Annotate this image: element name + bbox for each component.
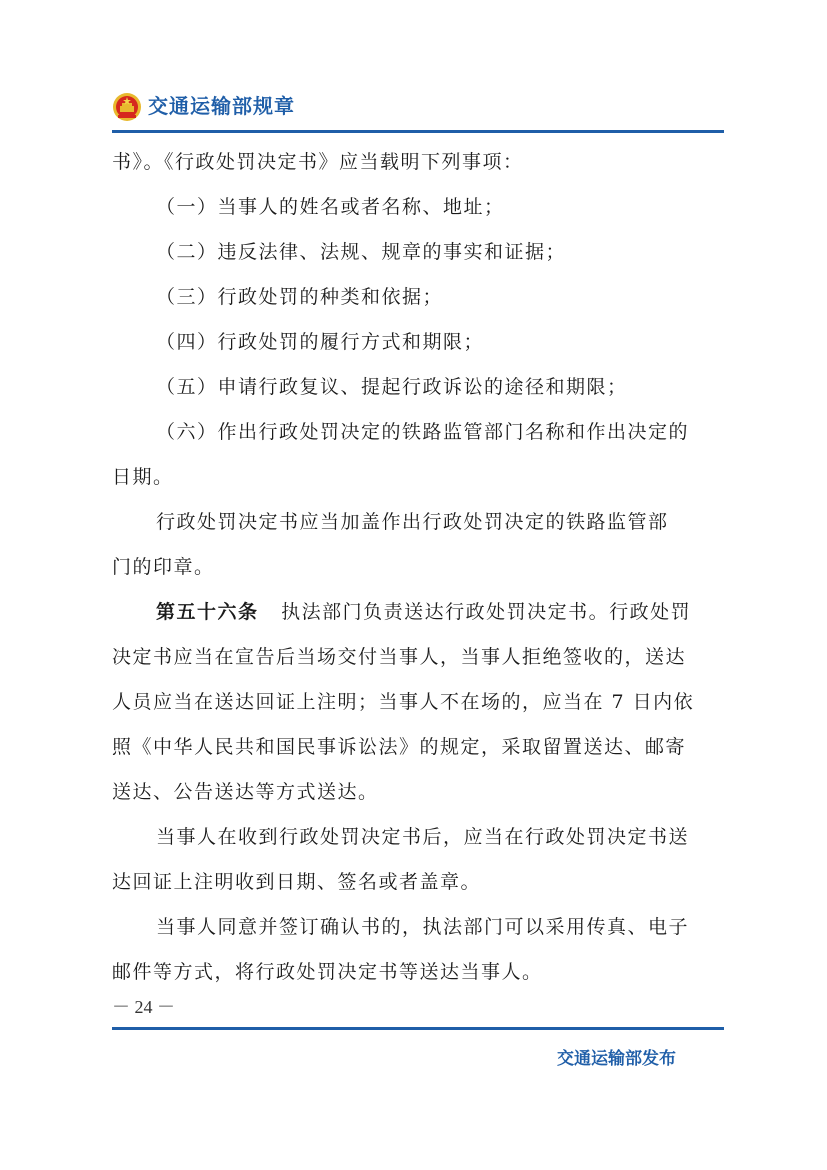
- article-text: 执法部门负责送达行政处罚决定书。行政处罚: [281, 601, 692, 623]
- national-emblem-icon: [112, 92, 142, 122]
- page-number: － 24 －: [112, 997, 175, 1017]
- list-item: （二）违反法律、法规、规章的事实和证据；: [156, 241, 567, 263]
- list-item: （一）当事人的姓名或者名称、地址；: [156, 196, 505, 218]
- list-item-continuation: 日期。: [112, 466, 174, 488]
- article-spacer: [259, 601, 282, 623]
- list-item: （五）申请行政复议、提起行政诉讼的途径和期限；: [156, 376, 628, 398]
- header-divider: [112, 130, 724, 133]
- body-paragraph: 行政处罚决定书应当加盖作出行政处罚决定的铁路监管部: [156, 511, 669, 533]
- article-text-line: 照《中华人民共和国民事诉讼法》的规定，采取留置送达、邮寄: [112, 736, 687, 758]
- document-body: [112, 140, 724, 995]
- article-paragraph: [112, 590, 724, 635]
- body-paragraph: 当事人同意并签订确认书的，执法部门可以采用传真、电子: [156, 916, 690, 938]
- article-text-line: 人员应当在送达回证上注明；当事人不在场的，应当在 7 日内依: [112, 691, 695, 713]
- page-header: [112, 86, 724, 134]
- article-text-line: 送达、公告送达等方式送达。: [112, 781, 379, 803]
- footer-publisher: 交通运输部发布: [557, 1049, 676, 1069]
- body-paragraph: 当事人在收到行政处罚决定书后，应当在行政处罚决定书送: [156, 826, 690, 848]
- article-label: 第五十六条: [156, 601, 259, 623]
- list-item: （三）行政处罚的种类和依据；: [156, 286, 444, 308]
- body-paragraph-continuation: 门的印章。: [112, 556, 215, 578]
- header-title: 交通运输部规章: [148, 94, 295, 118]
- body-paragraph-continuation: 邮件等方式，将行政处罚决定书等送达当事人。: [112, 961, 543, 983]
- list-item: （四）行政处罚的履行方式和期限；: [156, 331, 485, 353]
- body-paragraph: 书》。《行政处罚决定书》应当载明下列事项：: [112, 151, 524, 173]
- list-item: （六）作出行政处罚决定的铁路监管部门名称和作出决定的: [156, 421, 690, 443]
- body-paragraph-continuation: 达回证上注明收到日期、签名或者盖章。: [112, 871, 482, 893]
- article-text-line: 决定书应当在宣告后当场交付当事人，当事人拒绝签收的，送达: [112, 646, 687, 668]
- footer-divider: [112, 1027, 724, 1030]
